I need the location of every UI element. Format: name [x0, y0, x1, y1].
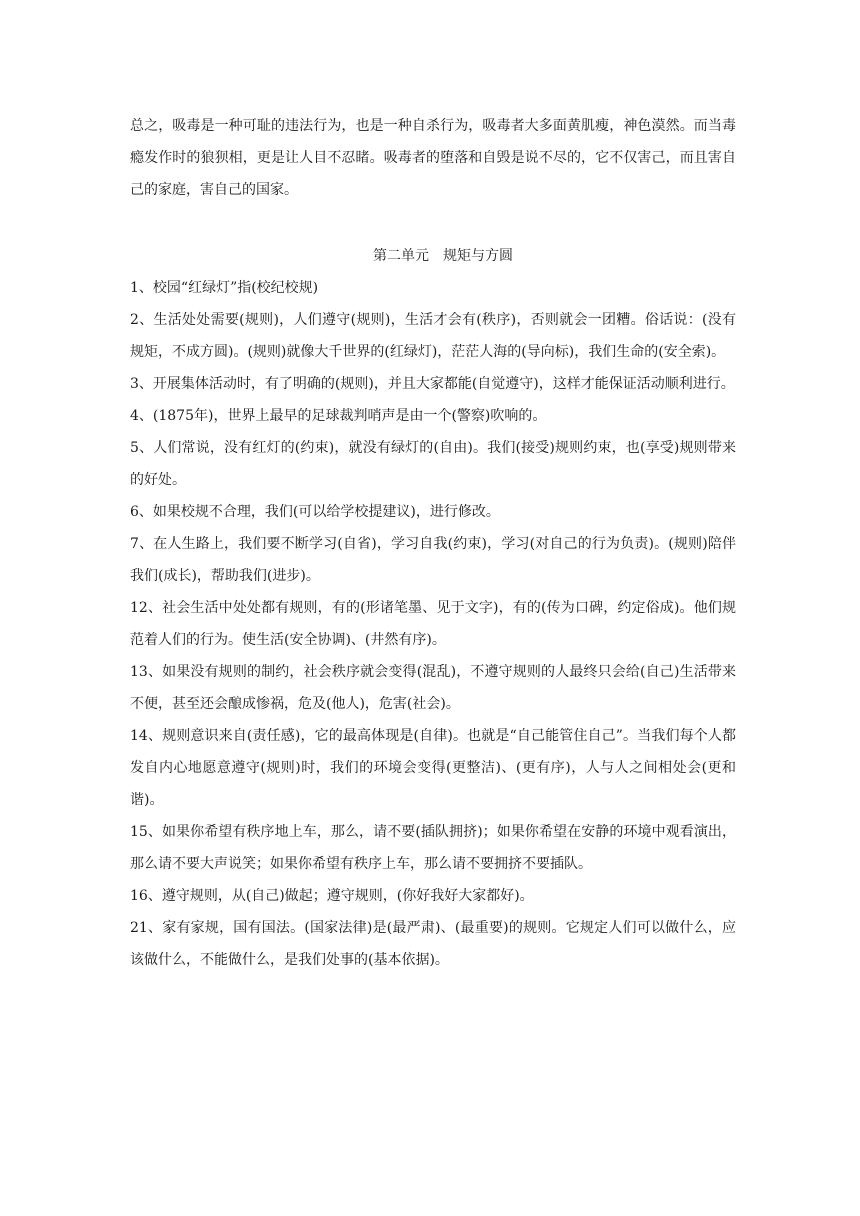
list-item-3: 3、开展集体活动时，有了明确的(规则)，并且大家都能(自觉遵守)，这样才能保证活动顺利进行。	[130, 376, 735, 392]
list-item-15: 15、如果你希望有秩序地上车，那么，请不要(插队拥挤)；如果你希望在安静的环境中观看演出，那么请不要大声说笑；如果你希望有秩序上车，那么请不要拥挤不要插队。	[130, 824, 736, 872]
list-item-1: 1、校园“红绿灯”指(校纪校规)	[130, 280, 319, 296]
list-item-12: 12、社会生活中处处都有规则，有的(形诸笔墨、见于文字)，有的(传为口碑，约定俗成)。他们规范着人们的行为。使生活(安全协调)、(井然有序)。	[130, 600, 736, 648]
section-title: 第二单元 规矩与方圆	[373, 248, 513, 264]
list-item-13: 13、如果没有规则的制约，社会秩序就会变得(混乱)，不遵守规则的人最终只会给(自己)生活带来不便，甚至还会酿成惨祸，危及(他人)，危害(社会)。	[130, 664, 736, 712]
list-item-21: 21、家有家规，国有国法。(国家法律)是(最严肃)、(最重要)的规则。它规定人们可以做什么，应该做什么，不能做什么，是我们处事的(基本依据)。	[130, 920, 736, 968]
list-item-6: 6、如果校规不合理，我们(可以给学校提建议)，进行修改。	[130, 504, 500, 520]
list-item-16: 16、遵守规则，从(自己)做起；遵守规则，(你好我好大家都好)。	[130, 888, 534, 904]
intro-paragraph: 总之，吸毒是一种可耻的违法行为，也是一种自杀行为，吸毒者大多面黄肌瘦，神色漠然。而当毒瘾发作时的狼狈相，更是让人目不忍睹。吸毒者的堕落和自毁是说不尽的，它不仅害己，而且害自己的家庭，害自己的国家。	[130, 118, 736, 198]
list-item-2: 2、生活处处需要(规则)，人们遵守(规则)，生活才会有(秩序)，否则就会一团糟。俗话说：(没有规矩，不成方圆)。(规则)就像大千世界的(红绿灯)，茫茫人海的(导向标)，我们生命的(安全索)。	[130, 312, 736, 360]
list-item-4: 4、(1875年)，世界上最早的足球裁判哨声是由一个(警察)吹响的。	[130, 408, 547, 424]
document-body	[130, 110, 736, 976]
list-item-14: 14、规则意识来自(责任感)，它的最高体现是(自律)。也就是“自己能管住自己”。当我们每个人都发自内心地愿意遵守(规则)时，我们的环境会变得(更整洁)、(更有序)，人与人之间相处会(更和谐)。	[130, 728, 736, 808]
list-item-5: 5、人们常说，没有红灯的(约束)，就没有绿灯的(自由)。我们(接受)规则约束，也(享受)规则带来的好处。	[130, 440, 736, 488]
list-item-7: 7、在人生路上，我们要不断学习(自省)，学习自我(约束)，学习(对自己的行为负责)。(规则)陪伴我们(成长)，帮助我们(进步)。	[130, 536, 736, 584]
